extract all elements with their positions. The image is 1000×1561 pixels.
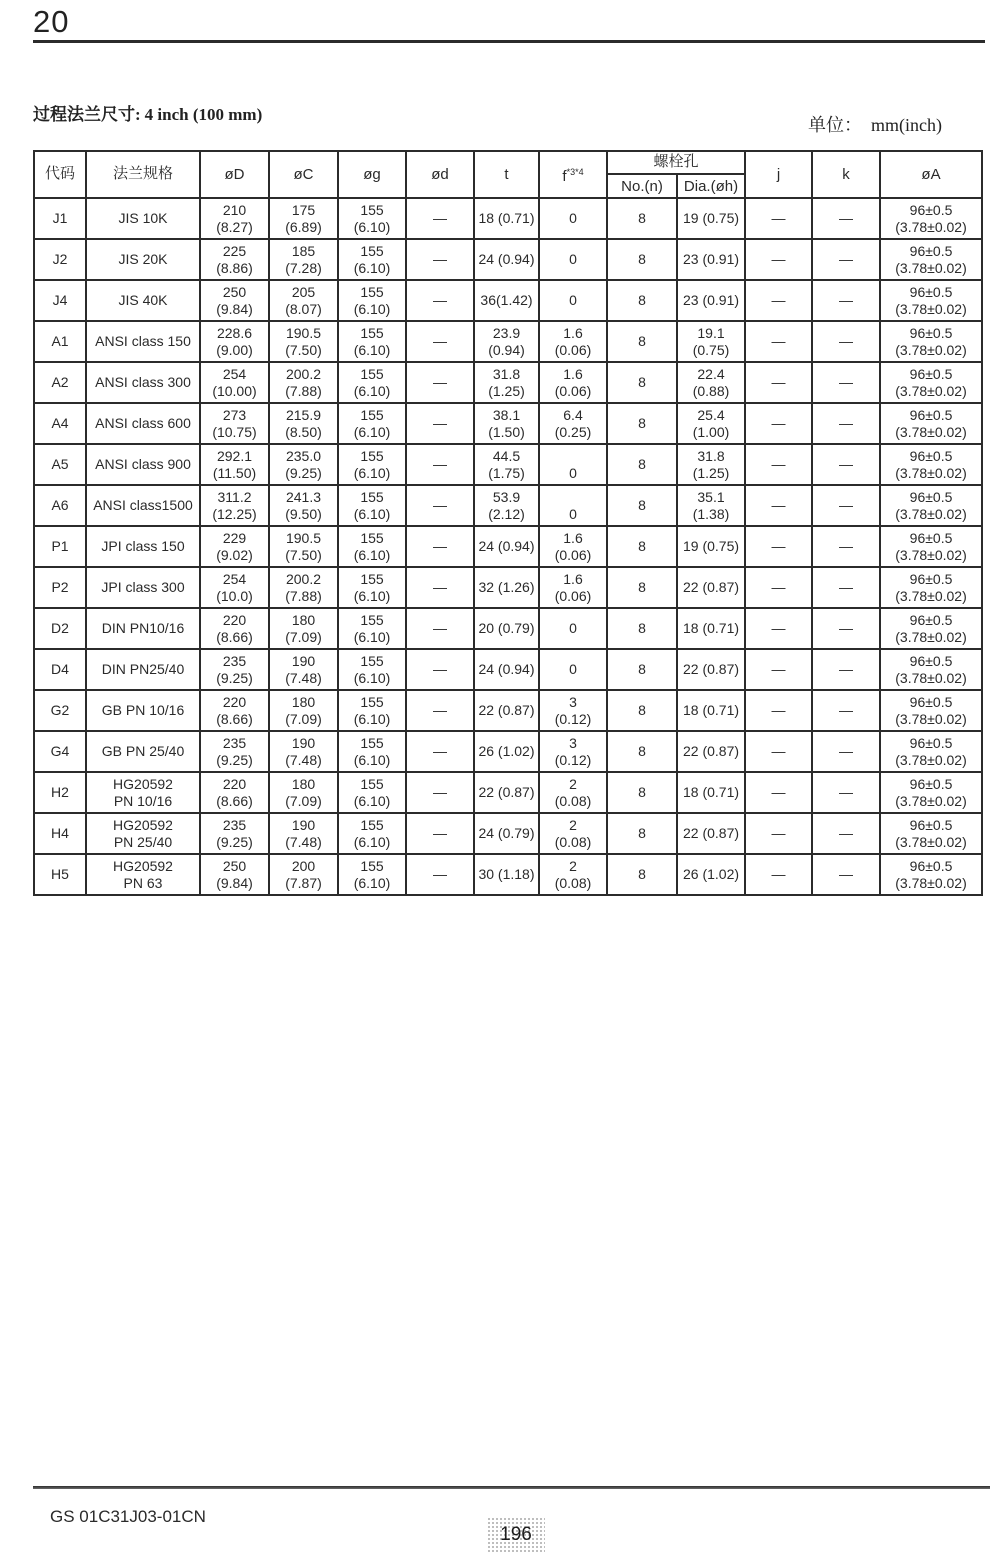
header-f: $f^{*3*4}$ <box>539 151 607 198</box>
cell-t: 24 (0.94) <box>474 649 539 690</box>
cell-od: — <box>406 239 474 280</box>
cell-oC: 200.2 (7.88) <box>269 362 338 403</box>
header-bolt-holes: 螺栓孔 <box>607 151 745 174</box>
cell-k: — <box>812 854 880 895</box>
cell-spec: ANSI class 300 <box>86 362 200 403</box>
cell-spec: JPI class 300 <box>86 567 200 608</box>
cell-f: 2 (0.08) <box>539 772 607 813</box>
cell-dia: 18 (0.71) <box>677 772 745 813</box>
cell-oD: 235 (9.25) <box>200 731 269 772</box>
header-j: j <box>745 151 812 198</box>
cell-og: 155 (6.10) <box>338 485 406 526</box>
cell-oD: 220 (8.66) <box>200 690 269 731</box>
cell-oD: 228.6 (9.00) <box>200 321 269 362</box>
cell-j: — <box>745 526 812 567</box>
table-row <box>34 321 982 362</box>
cell-code: A1 <box>34 321 86 362</box>
header-code: 代码 <box>34 151 86 198</box>
cell-spec: HG20592 PN 63 <box>86 854 200 895</box>
cell-n: 8 <box>607 649 677 690</box>
cell-og: 155 (6.10) <box>338 239 406 280</box>
cell-t: 26 (1.02) <box>474 731 539 772</box>
cell-dia: 23 (0.91) <box>677 239 745 280</box>
page-title-label: 过程法兰尺寸: <box>33 105 141 124</box>
cell-spec: ANSI class1500 <box>86 485 200 526</box>
cell-k: — <box>812 772 880 813</box>
header-flange-spec: 法兰规格 <box>86 151 200 198</box>
unit-prefix: 单位： <box>808 115 862 135</box>
cell-od: — <box>406 731 474 772</box>
cell-dia: 22 (0.87) <box>677 567 745 608</box>
document-number: GS 01C31J03-01CN <box>50 1507 206 1526</box>
table-header <box>34 151 982 198</box>
cell-spec: GB PN 25/40 <box>86 731 200 772</box>
table-row <box>34 526 982 567</box>
cell-spec: GB PN 10/16 <box>86 690 200 731</box>
cell-oA: 96±0.5 (3.78±0.02) <box>880 485 982 526</box>
cell-oA: 96±0.5 (3.78±0.02) <box>880 444 982 485</box>
cell-oA: 96±0.5 (3.78±0.02) <box>880 772 982 813</box>
cell-code: A6 <box>34 485 86 526</box>
cell-k: — <box>812 485 880 526</box>
cell-dia: 19 (0.75) <box>677 198 745 239</box>
cell-f: 0 <box>539 280 607 321</box>
cell-dia: 22.4 (0.88) <box>677 362 745 403</box>
cell-og: 155 (6.10) <box>338 526 406 567</box>
cell-j: — <box>745 444 812 485</box>
cell-k: — <box>812 526 880 567</box>
cell-f: 0 <box>539 649 607 690</box>
cell-j: — <box>745 362 812 403</box>
cell-code: P1 <box>34 526 86 567</box>
cell-f: 3 (0.12) <box>539 731 607 772</box>
cell-f: 1.6 (0.06) <box>539 526 607 567</box>
cell-t: 36(1.42) <box>474 280 539 321</box>
header-f-superscript: *3*4 <box>566 167 584 177</box>
cell-k: — <box>812 403 880 444</box>
cell-oC: 190.5 (7.50) <box>269 321 338 362</box>
cell-f: 0 <box>539 198 607 239</box>
cell-oA: 96±0.5 (3.78±0.02) <box>880 608 982 649</box>
cell-od: — <box>406 444 474 485</box>
cell-od: — <box>406 198 474 239</box>
cell-oC: 215.9 (8.50) <box>269 403 338 444</box>
cell-code: P2 <box>34 567 86 608</box>
cell-t: 23.9 (0.94) <box>474 321 539 362</box>
cell-spec: HG20592 PN 25/40 <box>86 813 200 854</box>
cell-spec: JPI class 150 <box>86 526 200 567</box>
cell-k: — <box>812 198 880 239</box>
cell-og: 155 (6.10) <box>338 731 406 772</box>
table-row <box>34 239 982 280</box>
table-row <box>34 854 982 895</box>
table-row <box>34 280 982 321</box>
cell-code: H2 <box>34 772 86 813</box>
cell-code: D2 <box>34 608 86 649</box>
cell-dia: 22 (0.87) <box>677 649 745 690</box>
cell-spec: JIS 40K <box>86 280 200 321</box>
cell-n: 8 <box>607 854 677 895</box>
cell-k: — <box>812 813 880 854</box>
cell-oC: 180 (7.09) <box>269 772 338 813</box>
cell-spec: JIS 10K <box>86 198 200 239</box>
cell-code: J2 <box>34 239 86 280</box>
cell-od: — <box>406 485 474 526</box>
cell-dia: 18 (0.71) <box>677 608 745 649</box>
cell-dia: 35.1 (1.38) <box>677 485 745 526</box>
cell-n: 8 <box>607 731 677 772</box>
unit-value: mm(inch) <box>871 115 942 135</box>
cell-f: 0 <box>539 485 607 526</box>
cell-k: — <box>812 362 880 403</box>
cell-od: — <box>406 567 474 608</box>
cell-oD: 250 (9.84) <box>200 280 269 321</box>
table-row <box>34 362 982 403</box>
cell-k: — <box>812 444 880 485</box>
cell-t: 30 (1.18) <box>474 854 539 895</box>
cell-code: H5 <box>34 854 86 895</box>
cell-j: — <box>745 649 812 690</box>
cell-code: H4 <box>34 813 86 854</box>
cell-oC: 180 (7.09) <box>269 690 338 731</box>
cell-spec: HG20592 PN 10/16 <box>86 772 200 813</box>
cell-code: G2 <box>34 690 86 731</box>
cell-dia: 25.4 (1.00) <box>677 403 745 444</box>
cell-og: 155 (6.10) <box>338 444 406 485</box>
cell-oA: 96±0.5 (3.78±0.02) <box>880 321 982 362</box>
cell-spec: ANSI class 600 <box>86 403 200 444</box>
cell-j: — <box>745 731 812 772</box>
cell-od: — <box>406 608 474 649</box>
header-od-small: ød <box>406 151 474 198</box>
page-title <box>33 100 262 125</box>
cell-od: — <box>406 690 474 731</box>
page-number-box <box>487 1517 545 1553</box>
cell-j: — <box>745 813 812 854</box>
cell-oD: 254 (10.00) <box>200 362 269 403</box>
cell-n: 8 <box>607 280 677 321</box>
cell-oC: 205 (8.07) <box>269 280 338 321</box>
header-og: øg <box>338 151 406 198</box>
cell-og: 155 (6.10) <box>338 280 406 321</box>
unit-label <box>808 111 942 137</box>
footer-rule <box>33 1486 990 1489</box>
cell-f: 2 (0.08) <box>539 813 607 854</box>
cell-f: 0 <box>539 239 607 280</box>
cell-oC: 190 (7.48) <box>269 813 338 854</box>
cell-oC: 235.0 (9.25) <box>269 444 338 485</box>
cell-t: 24 (0.94) <box>474 239 539 280</box>
cell-code: A2 <box>34 362 86 403</box>
table-body <box>34 198 982 895</box>
cell-oD: 229 (9.02) <box>200 526 269 567</box>
cell-od: — <box>406 813 474 854</box>
cell-n: 8 <box>607 813 677 854</box>
cell-n: 8 <box>607 403 677 444</box>
cell-n: 8 <box>607 444 677 485</box>
cell-j: — <box>745 403 812 444</box>
cell-t: 18 (0.71) <box>474 198 539 239</box>
cell-n: 8 <box>607 526 677 567</box>
cell-og: 155 (6.10) <box>338 567 406 608</box>
cell-f: 1.6 (0.06) <box>539 567 607 608</box>
cell-j: — <box>745 280 812 321</box>
cell-j: — <box>745 854 812 895</box>
cell-t: 22 (0.87) <box>474 690 539 731</box>
cell-oA: 96±0.5 (3.78±0.02) <box>880 362 982 403</box>
table-row <box>34 403 982 444</box>
header-bolt-no: No.(n) <box>607 174 677 198</box>
cell-f: 3 (0.12) <box>539 690 607 731</box>
cell-oC: 180 (7.09) <box>269 608 338 649</box>
header-oc: øC <box>269 151 338 198</box>
cell-code: G4 <box>34 731 86 772</box>
cell-t: 53.9 (2.12) <box>474 485 539 526</box>
cell-spec: ANSI class 900 <box>86 444 200 485</box>
cell-t: 24 (0.94) <box>474 526 539 567</box>
cell-spec: DIN PN10/16 <box>86 608 200 649</box>
cell-code: A5 <box>34 444 86 485</box>
cell-k: — <box>812 690 880 731</box>
cell-k: — <box>812 280 880 321</box>
header-k: k <box>812 151 880 198</box>
cell-od: — <box>406 526 474 567</box>
page-title-value: 4 inch (100 mm) <box>144 105 263 124</box>
cell-od: — <box>406 403 474 444</box>
cell-oD: 220 (8.66) <box>200 608 269 649</box>
cell-spec: ANSI class 150 <box>86 321 200 362</box>
cell-oD: 273 (10.75) <box>200 403 269 444</box>
cell-og: 155 (6.10) <box>338 362 406 403</box>
cell-oA: 96±0.5 (3.78±0.02) <box>880 280 982 321</box>
cell-oC: 190.5 (7.50) <box>269 526 338 567</box>
cell-oA: 96±0.5 (3.78±0.02) <box>880 526 982 567</box>
table-row <box>34 608 982 649</box>
cell-j: — <box>745 198 812 239</box>
cell-n: 8 <box>607 321 677 362</box>
cell-f: 0 <box>539 608 607 649</box>
cell-oA: 96±0.5 (3.78±0.02) <box>880 198 982 239</box>
cell-k: — <box>812 608 880 649</box>
cell-k: — <box>812 567 880 608</box>
cell-k: — <box>812 239 880 280</box>
cell-n: 8 <box>607 567 677 608</box>
cell-spec: DIN PN25/40 <box>86 649 200 690</box>
cell-dia: 26 (1.02) <box>677 854 745 895</box>
cell-od: — <box>406 321 474 362</box>
cell-og: 155 (6.10) <box>338 772 406 813</box>
cell-t: 31.8 (1.25) <box>474 362 539 403</box>
cell-oD: 250 (9.84) <box>200 854 269 895</box>
cell-od: — <box>406 280 474 321</box>
cell-og: 155 (6.10) <box>338 813 406 854</box>
cell-j: — <box>745 567 812 608</box>
header-oa: øA <box>880 151 982 198</box>
cell-oC: 175 (6.89) <box>269 198 338 239</box>
cell-oA: 96±0.5 (3.78±0.02) <box>880 690 982 731</box>
header-bolt-dia: Dia.(øh) <box>677 174 745 198</box>
page-number: 196 <box>500 1524 532 1545</box>
cell-og: 155 (6.10) <box>338 649 406 690</box>
cell-t: 44.5 (1.75) <box>474 444 539 485</box>
cell-j: — <box>745 485 812 526</box>
cell-k: — <box>812 649 880 690</box>
cell-oD: 210 (8.27) <box>200 198 269 239</box>
table-row <box>34 813 982 854</box>
cell-oA: 96±0.5 (3.78±0.02) <box>880 731 982 772</box>
cell-dia: 19.1 (0.75) <box>677 321 745 362</box>
table-row <box>34 690 982 731</box>
cell-dia: 19 (0.75) <box>677 526 745 567</box>
cell-dia: 22 (0.87) <box>677 731 745 772</box>
cell-f: 6.4 (0.25) <box>539 403 607 444</box>
cell-n: 8 <box>607 772 677 813</box>
cell-j: — <box>745 239 812 280</box>
table-row <box>34 649 982 690</box>
cell-oD: 220 (8.66) <box>200 772 269 813</box>
cell-n: 8 <box>607 608 677 649</box>
table-row <box>34 567 982 608</box>
cell-k: — <box>812 321 880 362</box>
cell-oC: 200 (7.87) <box>269 854 338 895</box>
cell-t: 24 (0.79) <box>474 813 539 854</box>
cell-dia: 18 (0.71) <box>677 690 745 731</box>
cell-f: 2 (0.08) <box>539 854 607 895</box>
cell-n: 8 <box>607 198 677 239</box>
cell-j: — <box>745 690 812 731</box>
cell-t: 22 (0.87) <box>474 772 539 813</box>
cell-dia: 23 (0.91) <box>677 280 745 321</box>
cell-f: 1.6 (0.06) <box>539 321 607 362</box>
cell-oC: 190 (7.48) <box>269 731 338 772</box>
cell-n: 8 <box>607 485 677 526</box>
cell-n: 8 <box>607 239 677 280</box>
cell-og: 155 (6.10) <box>338 321 406 362</box>
cell-j: — <box>745 772 812 813</box>
cell-dia: 31.8 (1.25) <box>677 444 745 485</box>
cell-oC: 190 (7.48) <box>269 649 338 690</box>
cell-f: 1.6 (0.06) <box>539 362 607 403</box>
cell-oA: 96±0.5 (3.78±0.02) <box>880 854 982 895</box>
cell-od: — <box>406 854 474 895</box>
cell-oD: 235 (9.25) <box>200 813 269 854</box>
cell-og: 155 (6.10) <box>338 198 406 239</box>
cell-f: 0 <box>539 444 607 485</box>
cell-n: 8 <box>607 362 677 403</box>
table-row <box>34 731 982 772</box>
cell-oD: 235 (9.25) <box>200 649 269 690</box>
cell-oA: 96±0.5 (3.78±0.02) <box>880 649 982 690</box>
cell-oD: 292.1 (11.50) <box>200 444 269 485</box>
cell-oA: 96±0.5 (3.78±0.02) <box>880 567 982 608</box>
cell-od: — <box>406 772 474 813</box>
header-od: øD <box>200 151 269 198</box>
cell-oC: 200.2 (7.88) <box>269 567 338 608</box>
table-row <box>34 198 982 239</box>
cell-code: J4 <box>34 280 86 321</box>
cell-od: — <box>406 362 474 403</box>
cell-n: 8 <box>607 690 677 731</box>
cell-code: J1 <box>34 198 86 239</box>
cell-og: 155 (6.10) <box>338 608 406 649</box>
flange-dimension-table <box>33 150 983 896</box>
cell-oA: 96±0.5 (3.78±0.02) <box>880 813 982 854</box>
header-rule <box>33 40 985 43</box>
chapter-number: 20 <box>33 4 70 39</box>
cell-k: — <box>812 731 880 772</box>
cell-oD: 225 (8.86) <box>200 239 269 280</box>
cell-code: A4 <box>34 403 86 444</box>
cell-oD: 254 (10.0) <box>200 567 269 608</box>
cell-t: 32 (1.26) <box>474 567 539 608</box>
table-row <box>34 444 982 485</box>
header-t: t <box>474 151 539 198</box>
cell-dia: 22 (0.87) <box>677 813 745 854</box>
cell-og: 155 (6.10) <box>338 854 406 895</box>
cell-od: — <box>406 649 474 690</box>
cell-j: — <box>745 608 812 649</box>
cell-t: 38.1 (1.50) <box>474 403 539 444</box>
cell-oA: 96±0.5 (3.78±0.02) <box>880 239 982 280</box>
cell-oA: 96±0.5 (3.78±0.02) <box>880 403 982 444</box>
cell-og: 155 (6.10) <box>338 403 406 444</box>
cell-t: 20 (0.79) <box>474 608 539 649</box>
cell-j: — <box>745 321 812 362</box>
cell-code: D4 <box>34 649 86 690</box>
cell-oD: 311.2 (12.25) <box>200 485 269 526</box>
cell-og: 155 (6.10) <box>338 690 406 731</box>
cell-oC: 185 (7.28) <box>269 239 338 280</box>
cell-oC: 241.3 (9.50) <box>269 485 338 526</box>
table-row <box>34 485 982 526</box>
table-row <box>34 772 982 813</box>
cell-spec: JIS 20K <box>86 239 200 280</box>
